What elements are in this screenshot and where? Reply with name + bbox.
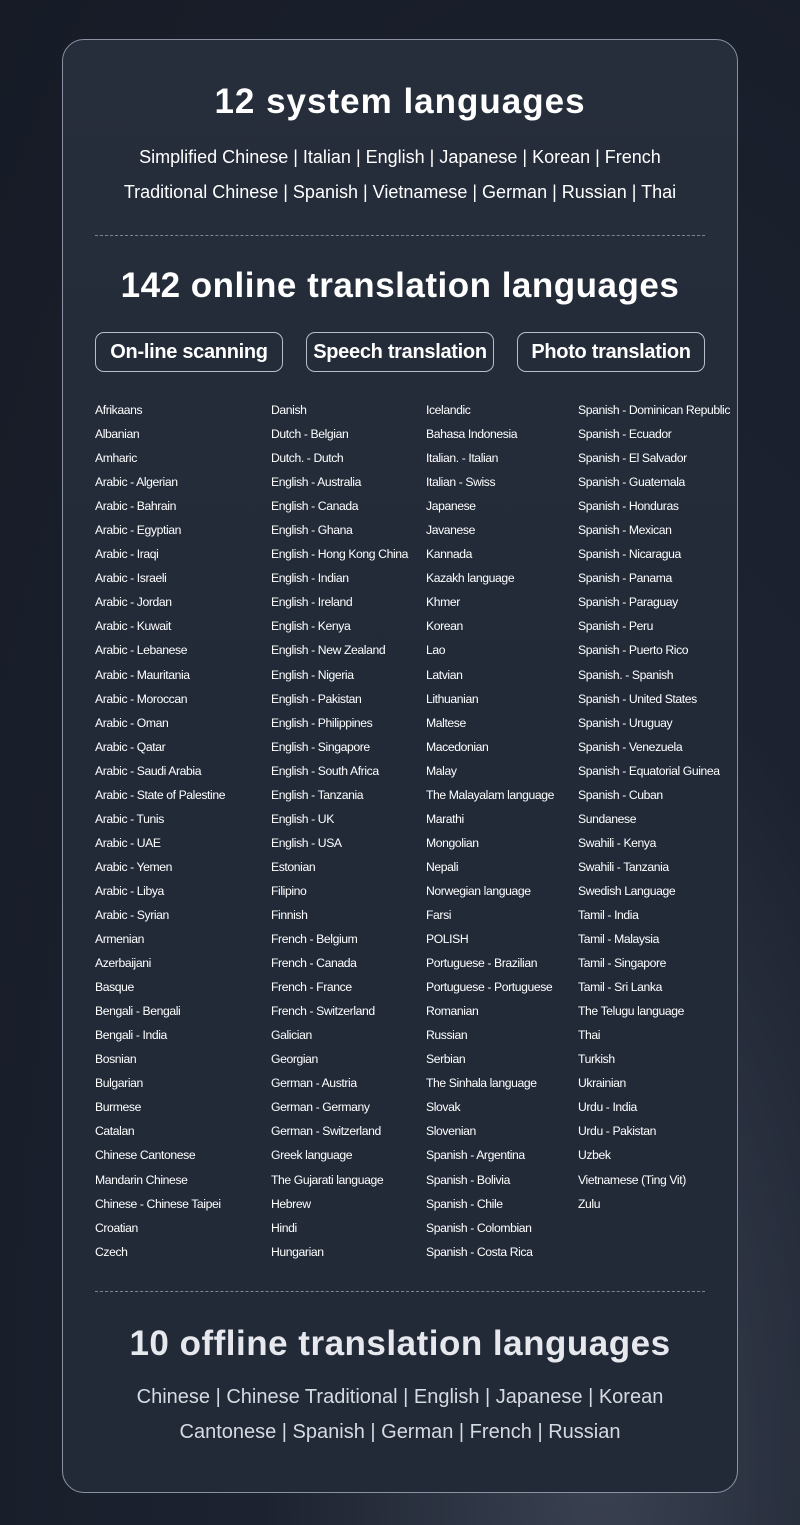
language-item: Bengali - India (95, 1028, 167, 1043)
online-scanning-button[interactable]: On-line scanning (95, 332, 283, 372)
language-item: English - Pakistan (271, 691, 362, 706)
language-item: Arabic - Oman (95, 715, 169, 730)
language-item: Amharic (95, 451, 137, 466)
language-item: Burmese (95, 1100, 141, 1115)
language-item: English - Canada (271, 499, 359, 514)
dashed-divider (95, 235, 705, 236)
language-item: Spanish - United States (578, 691, 697, 706)
language-item: Arabic - Iraqi (95, 547, 159, 562)
language-item: Macedonian (426, 739, 489, 754)
language-item: Spanish - Nicaragua (578, 547, 681, 562)
language-item: Spanish - Equatorial Guinea (578, 763, 720, 778)
language-item: French - Belgium (271, 932, 358, 947)
language-item: Swahili - Tanzania (578, 859, 669, 874)
language-item: Italian - Swiss (426, 475, 496, 490)
language-item: English - UK (271, 811, 334, 826)
language-item: Arabic - Jordan (95, 595, 172, 610)
language-item: Armenian (95, 932, 144, 947)
language-item: Javanese (426, 523, 475, 538)
language-item: Estonian (271, 859, 316, 874)
language-item: Spanish - Honduras (578, 499, 679, 514)
language-item: Spanish - Peru (578, 619, 654, 634)
language-item: English - Ghana (271, 523, 353, 538)
language-item: Lao (426, 643, 446, 658)
language-item: Spanish - Ecuador (578, 427, 672, 442)
language-item: Azerbaijani (95, 956, 151, 971)
language-item: Spanish - Colombian (426, 1220, 532, 1235)
language-item: English - Ireland (271, 595, 353, 610)
language-item: POLISH (426, 932, 469, 947)
language-item: Slovenian (426, 1124, 476, 1139)
language-item: Arabic - Algerian (95, 475, 178, 490)
language-item: Japanese (426, 499, 476, 514)
language-item: Tamil - India (578, 907, 639, 922)
language-item: Sundanese (578, 811, 637, 826)
speech-translation-button[interactable]: Speech translation (306, 332, 494, 372)
language-item: Swahili - Kenya (578, 835, 656, 850)
language-item: Portuguese - Brazilian (426, 956, 538, 971)
language-item: Arabic - Israeli (95, 571, 167, 586)
system-languages-title: 12 system languages (214, 82, 586, 121)
language-item: Afrikaans (95, 403, 143, 417)
language-item: Arabic - Syrian (95, 907, 169, 922)
language-item: Latvian (426, 667, 463, 682)
language-item: Arabic - Lebanese (95, 643, 188, 658)
system-languages-line-1: Simplified Chinese | Italian | English | Japanese | Korean | French (139, 147, 661, 167)
language-item: French - France (271, 980, 352, 995)
language-item: Bahasa Indonesia (426, 427, 518, 442)
language-item: Mandarin Chinese (95, 1172, 188, 1187)
language-item: Swedish Language (578, 883, 676, 898)
language-item: Arabic - Saudi Arabia (95, 763, 202, 778)
language-item: Spanish - Bolivia (426, 1172, 510, 1187)
language-item: Hungarian (271, 1244, 324, 1259)
language-item: Lithuanian (426, 691, 479, 706)
language-item: Arabic - Libya (95, 883, 164, 898)
language-item: Slovak (426, 1100, 461, 1115)
language-item: Spanish - Cuban (578, 787, 663, 802)
language-item: Galician (271, 1028, 312, 1043)
language-item: Arabic - Yemen (95, 859, 173, 874)
language-item: Spanish - Guatemala (578, 475, 685, 490)
online-languages-title: 142 online translation languages (120, 266, 680, 305)
language-item: Arabic - Tunis (95, 811, 164, 826)
language-item: Spanish - Dominican Republic (578, 403, 731, 417)
language-item: English - Indian (271, 571, 349, 586)
language-item: Bulgarian (95, 1076, 143, 1091)
language-item: The Malayalam language (426, 787, 555, 802)
language-item: French - Canada (271, 956, 357, 971)
language-item: Tamil - Malaysia (578, 932, 659, 947)
language-list-column-4 (578, 398, 730, 1216)
offline-languages-title: 10 offline translation languages (129, 1324, 671, 1363)
language-item: Spanish - Chile (426, 1196, 503, 1211)
photo-translation-button[interactable]: Photo translation (517, 332, 705, 372)
language-item: Georgian (271, 1052, 318, 1067)
language-item: Tamil - Singapore (578, 956, 667, 971)
language-item: Spanish - Uruguay (578, 715, 673, 730)
language-item: Czech (95, 1244, 128, 1259)
language-item: Mongolian (426, 835, 479, 850)
language-item: Serbian (426, 1052, 466, 1067)
language-item: Thai (578, 1028, 601, 1043)
language-item: Turkish (578, 1052, 615, 1067)
language-item: Russian (426, 1028, 468, 1043)
language-item: The Gujarati language (271, 1172, 384, 1187)
language-item: Spanish - El Salvador (578, 451, 687, 466)
language-item: Chinese Cantonese (95, 1148, 196, 1163)
language-item: English - Nigeria (271, 667, 354, 682)
language-item: Albanian (95, 427, 140, 442)
language-item: English - Kenya (271, 619, 351, 634)
language-item: Finnish (271, 907, 308, 922)
language-item: Arabic - Moroccan (95, 691, 188, 706)
language-item: English - Philippines (271, 715, 373, 730)
language-item: Hebrew (271, 1196, 311, 1211)
language-item: English - Australia (271, 475, 361, 490)
language-item: Bengali - Bengali (95, 1004, 181, 1019)
language-item: Norwegian language (426, 883, 531, 898)
language-item: The Sinhala language (426, 1076, 537, 1091)
language-item: Ukrainian (578, 1076, 626, 1091)
offline-languages-line-2: Cantonese | Spanish | German | French | Russian (179, 1421, 621, 1443)
language-item: Spanish - Puerto Rico (578, 643, 689, 658)
language-item: English - New Zealand (271, 643, 386, 658)
language-item: Catalan (95, 1124, 135, 1139)
language-item: Malay (426, 763, 457, 778)
offline-languages-line-1: Chinese | Chinese Traditional | English | Japanese | Korean (136, 1386, 664, 1408)
language-item: Arabic - UAE (95, 835, 161, 850)
language-item: Arabic - Qatar (95, 739, 166, 754)
language-item: Croatian (95, 1220, 138, 1235)
language-item: Urdu - India (578, 1100, 637, 1115)
language-item: Arabic - Kuwait (95, 619, 171, 634)
language-item: Kazakh language (426, 571, 515, 586)
dashed-divider (95, 1291, 705, 1292)
language-item: Urdu - Pakistan (578, 1124, 656, 1139)
language-item: Arabic - Egyptian (95, 523, 182, 538)
language-item: Spanish - Costa Rica (426, 1244, 533, 1259)
language-item: Chinese - Chinese Taipei (95, 1196, 221, 1211)
language-item: English - Tanzania (271, 787, 364, 802)
language-item: Spanish - Argentina (426, 1148, 525, 1163)
language-item: Kannada (426, 547, 472, 562)
language-item: Farsi (426, 907, 452, 922)
language-list-column-3 (426, 398, 554, 1264)
language-item: Spanish - Mexican (578, 523, 672, 538)
language-item: French - Switzerland (271, 1004, 375, 1019)
language-item: Khmer (426, 595, 460, 610)
language-item: Tamil - Sri Lanka (578, 980, 662, 995)
language-item: English - South Africa (271, 763, 379, 778)
language-item: Marathi (426, 811, 464, 826)
language-item: English - Hong Kong China (271, 547, 409, 562)
language-list-column-1 (95, 398, 225, 1264)
language-item: Bosnian (95, 1052, 137, 1067)
language-item: Maltese (426, 715, 466, 730)
language-item: Spanish - Panama (578, 571, 672, 586)
language-item: English - Singapore (271, 739, 370, 754)
language-item: Portuguese - Portuguese (426, 980, 553, 995)
language-item: Vietnamese (Ting Vit) (578, 1172, 686, 1187)
language-item: Spanish - Venezuela (578, 739, 683, 754)
language-item: Dutch - Belgian (271, 427, 349, 442)
language-item: German - Switzerland (271, 1124, 381, 1139)
language-item: Romanian (426, 1004, 479, 1019)
language-item: Italian. - Italian (426, 451, 499, 466)
language-item: Korean (426, 619, 463, 634)
system-languages-line-2: Traditional Chinese | Spanish | Vietnamese | German | Russian | Thai (123, 182, 677, 202)
language-item: Filipino (271, 883, 307, 898)
language-item: Icelandic (426, 403, 471, 417)
language-item: Spanish - Paraguay (578, 595, 678, 610)
language-item: Arabic - State of Palestine (95, 787, 226, 802)
language-item: Arabic - Mauritania (95, 667, 190, 682)
language-item: Uzbek (578, 1148, 611, 1163)
language-item: The Telugu language (578, 1004, 685, 1019)
language-item: Hindi (271, 1220, 297, 1235)
language-item: Zulu (578, 1196, 601, 1211)
language-item: Nepali (426, 859, 459, 874)
language-list-column-2 (271, 398, 408, 1264)
language-item: Arabic - Bahrain (95, 499, 176, 514)
language-item: Danish (271, 403, 307, 417)
language-item: Spanish. - Spanish (578, 667, 674, 682)
language-item: English - USA (271, 835, 342, 850)
language-item: Greek language (271, 1148, 353, 1163)
language-item: German - Austria (271, 1076, 357, 1091)
language-item: Basque (95, 980, 134, 995)
language-item: Dutch. - Dutch (271, 451, 344, 466)
language-item: German - Germany (271, 1100, 370, 1115)
